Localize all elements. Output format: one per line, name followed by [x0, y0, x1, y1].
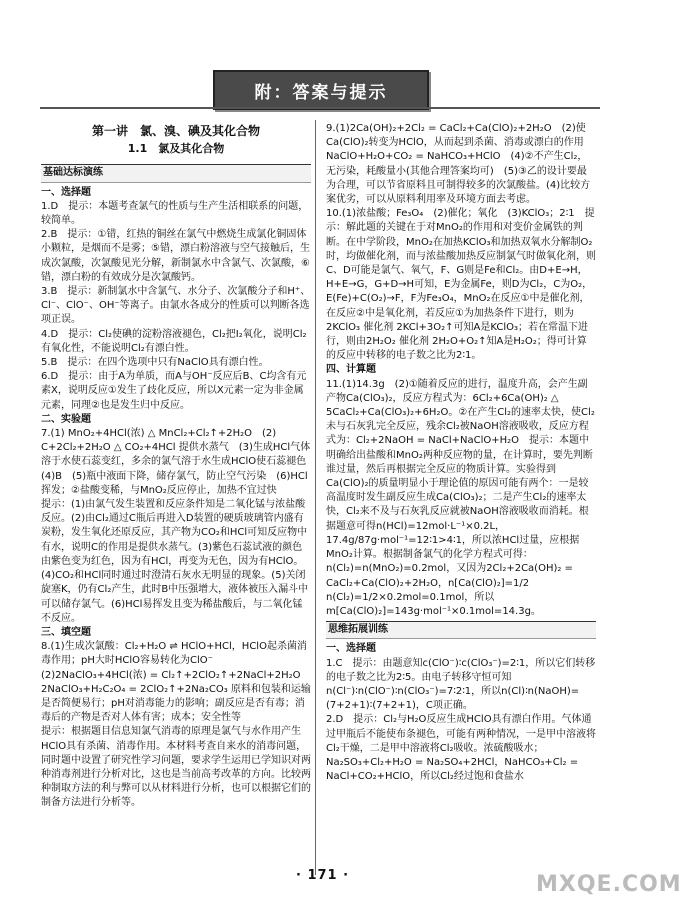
answer-10: 10.(1)浓盐酸；Fe₃O₄ (2)催化；氧化 (3)KClO₃；2∶1 提示：解此题的关键在于对MnO₂的作用和对变价金属铁的判断。在中学阶段，MnO₂在加热KClO₃和加热双氧水分解制O₂时，均做催化剂，而与浓盐酸加热反应制氯气时做氧化剂，则C、D可能是氯气、氧气，F、G则是Fe和Cl₂。由D+E→H，H+E→G，G+D→H可知，E为金属Fe，则D为Cl₂，C为O₂，E(Fe)+C(O₂)→F，F为Fe₃O₄，MnO₂在反应①中是催化剂，在反应②中是氧化剂，若反应①为加热条件下进行，则为2KClO₃ 催化剂 2KCl+3O₂↑可知A是KClO₃；若在常温下进行，则由2H₂O₂ 催化剂 2H₂O+O₂↑知A是H₂O₂；得可计算的反应中转移的电子数之比为2∶1。	[326, 208, 596, 362]
answer-9: 9.(1)2Ca(OH)₂+2Cl₂ = CaCl₂+Ca(ClO)₂+2H₂O (2)使Ca(ClO)₂转变为HClO，从而起到杀菌、消毒或漂白的作用 NaClO+H₂O+CO₂ = NaHCO₃+HClO (4)②不产生Cl₂，无污染，耗酸量小(其他合理答案均可) (5)③乙的设计要最为合理，可以节省原料且可制得较多的次氯酸盐。(4)比较方案优劣，可以从原料利用率及环境方面去考虑。	[326, 123, 594, 206]
choice-heading: 一、选择题	[41, 186, 91, 198]
column-divider	[315, 120, 316, 875]
choice-heading-2: 一、选择题	[326, 643, 376, 655]
right-column	[326, 122, 596, 784]
answer-2: 2.B 提示：①错，红热的铜丝在氯气中燃烧生成氯化铜固体小颗粒，是烟而不是雾；⑤错，漂白粉溶液与空气接触后，生成次氯酸，次氯酸见光分解，新制氯水中含氯气、次氯酸，⑥错，漂白粉的有效成分是次氯酸钙。	[41, 229, 310, 283]
ext-answer-1: 1.C 提示：由题意知c(ClO⁻)∶c(ClO₃⁻)=2∶1，所以它们转移的电子数之比为2∶5。由电子转移守恒可知n(Cl⁻)∶n(ClO⁻)∶n(ClO₃⁻)=7∶2∶1，所以n(Cl)∶n(NaOH)=(7+2+1)∶(7+2+1)，C项正确。	[326, 657, 596, 712]
answer-11: 11.(1)14.3g (2)①随着反应的进行，温度升高，会产生副产物Ca(ClO₃)₂，反应方程式为：6Cl₂+6Ca(OH)₂ △ 5CaCl₂+Ca(ClO₃)₂+6H₂O。②在产生Cl₂的速率太快，使Cl₂未与石灰乳完全反应，残余Cl₂被NaOH溶液吸收，反应方程式为：Cl₂+2NaOH = NaCl+NaClO+H₂O 提示：本题中明确给出盐酸和MnO₂两种反应物的量，在计算时，要先判断谁过量，然后再根据完全反应的物质计算。实验得到Ca(ClO)₂的质量明显小于理论值的原因可能有两个：一是较高温度时发生副反应生成Ca(ClO₃)₂；二是产生Cl₂的速率太快，Cl₂来不及与石灰乳反应就被NaOH溶液吸收而消耗。根据题意可得n(HCl)=12mol·L⁻¹×0.2L，17.4g/87g·mol⁻¹=12∶1>4∶1，所以浓HCl过量，应根据MnO₂计算。根据制备氯气的化学方程式可得：n(Cl₂)=n(MnO₂)=0.2mol，又因为2Cl₂+2Ca(OH)₂ = CaCl₂+Ca(ClO)₂+2H₂O，n[Ca(ClO)₂]=1/2 n(Cl₂)=1/2×0.2mol=0.1mol，所以m[Ca(ClO)₂]=143g·mol⁻¹×0.1mol=14.3g。	[326, 378, 595, 617]
answer-4: 4.D 提示：Cl₂使碘的淀粉溶液褪色，Cl₂把I₂氧化，说明Cl₂有氧化性，不能说明Cl₂有漂白性。	[41, 328, 307, 354]
answer-8: 8.(1)生成次氯酸：Cl₂+H₂O ⇌ HClO+HCl，HClO起杀菌消毒作用；pH大时HClO容易转化为ClO⁻	[41, 641, 307, 667]
fill-heading: 三、填空题	[41, 626, 91, 638]
answer-3: 3.B 提示：新制氯水中含氯气、水分子、次氯酸分子和H⁺、Cl⁻、ClO⁻、OH⁻等离子。由氯水各成分的性质可以判断各选项正误。	[41, 286, 311, 326]
experiment-heading: 二、实验题	[41, 413, 91, 425]
answer-banner: 附：答案与提示	[213, 70, 429, 110]
answer-5: 5.B 提示：在四个选项中只有NaClO具有漂白性。	[41, 357, 269, 369]
answer-8-part2: (2)2NaClO₃+4HCl(浓) = Cl₂↑+2ClO₂↑+2NaCl+2H₂O 2NaClO₃+H₂C₂O₄ = 2ClO₂↑+2Na₂CO₃ 原料和包装和运输是否简便易行；pH对消毒能力的影响；副反应是否有毒；消毒后的产物是否对人体有害；成本；安全性等	[41, 669, 311, 724]
ext-answer-2: 2.D 提示：Cl₂与H₂O反应生成HClO具有漂白作用。气体通过甲瓶后不能使布条褪色，可能有两种情况，一是甲中溶液将Cl₂干燥，二是甲中溶液将Cl₂吸收。浓硫酸吸水；Na₂SO₃+Cl₂+H₂O = Na₂SO₄+2HCl，NaHCO₃+Cl₂ = NaCl+CO₂+HClO，所以Cl₂经过饱和食盐水	[326, 714, 596, 783]
basic-exercise-header: 基础达标演练	[41, 164, 311, 182]
calc-heading: 四、计算题	[326, 364, 376, 376]
page-number: · 171 ·	[296, 868, 350, 883]
answer-7-hint: 提示：(1)由氯气发生装置和反应条件知是二氧化锰与浓盐酸反应。(2)由Cl₂通过C瓶后再进入D装置的硬质玻璃管内盛有炭粉，发生氧化还原反应，其产物为CO₂和HCl可知反应物中有水，说明C的作用是提供水蒸气。(3)紫色石蕊试液的颜色由紫色变为红色，因为有HCl，再变为无色，因为有HClO。(4)CO₂和HCl同时通过时澄清石灰水无明显的现象。(5)关闭旋塞K，仍有Cl₂产生，此时B中压强增大，液体被压入漏斗中可以储存氯气。(6)HCl易挥发且变为稀盐酸后，与二氧化锰不反应。	[41, 499, 309, 624]
answer-6: 6.D 提示：由于A为单质，而A与OH⁻反应后B、C均含有元素X，说明反应①发生了歧化反应，所以X元素一定为非金属元素，同理②也是发生归中反应。	[41, 371, 307, 411]
section-title: 1.1 氯及其化合物	[127, 142, 225, 156]
left-column	[41, 122, 317, 811]
header-rule	[40, 107, 600, 109]
watermark-logo: MXQE.COM	[536, 872, 682, 897]
answer-7: 7.(1) MnO₂+4HCl(浓) △ MnCl₂+Cl₂↑+2H₂O (2) C+2Cl₂+2H₂O △ CO₂+4HCl 提供水蒸气 (3)生成HCl气体溶于水使石蕊变红，多余的氯气溶于水生成HClO使石蕊褪色 (4)B (5)瓶中液面下降，储存氯气，防止空气污染 (6)HCl挥发；②盐酸变稀，与MnO₂反应停止，加热不宜过快	[41, 428, 317, 496]
extension-training-header: 思维拓展训练	[326, 621, 596, 639]
answer-1: 1.D 提示：本题考查氯气的性质与生产生活相联系的问题，较简单。	[41, 200, 309, 227]
answer-8-hint: 提示：根据题目信息知氯气消毒的原理是氯气与水作用产生HClO具有杀菌、消毒作用。本材料考查自来水的消毒问题，同时题中设置了研究性学习问题，要求学生运用已学知识对两种消毒剂进行分析对比，这也是当前高考改革的方向。比较两种制取方法的利与弊可以从材料进行分析，也可以根据它们的制备方法进行分析等。	[41, 726, 311, 809]
lecture-title: 第一讲 氯、溴、碘及其化合物	[91, 124, 260, 138]
